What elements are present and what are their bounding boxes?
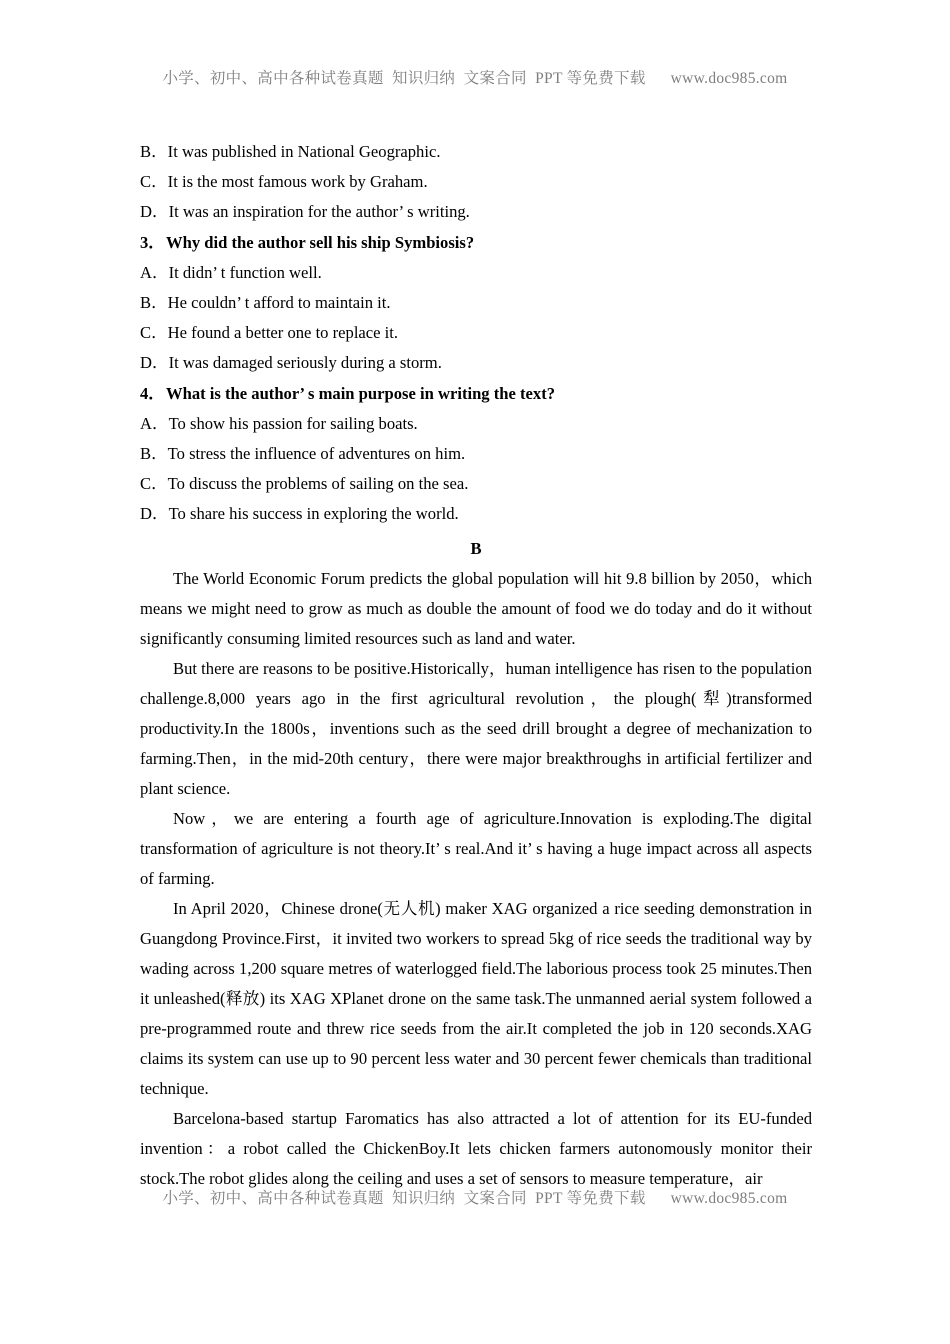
option-item <box>140 439 812 469</box>
option-item <box>140 409 812 439</box>
question-number: 3． <box>140 232 165 252</box>
option-item <box>140 348 812 378</box>
option-text: He found a better one to replace it. <box>167 323 399 343</box>
option-item <box>140 258 812 288</box>
option-text: It is the most famous work by Graham. <box>167 172 428 192</box>
option-text: To discuss the problems of sailing on the sea. <box>167 474 469 494</box>
option-text: It was an inspiration for the author’ s writing. <box>168 202 470 222</box>
option-label: B． <box>140 444 168 464</box>
question-4 <box>140 379 812 409</box>
option-label: C． <box>140 172 168 192</box>
option-label: D． <box>140 353 169 373</box>
option-text: To stress the influence of adventures on him. <box>167 444 466 464</box>
option-label: C． <box>140 474 168 494</box>
passage-paragraph: In April 2020，Chinese drone(无人机) maker XAG organized a rice seeding demonstration in Guangdong Province.First，it invited two workers to spread 5kg of rice seeds the traditional way by wading across 1,200 square metres of waterlogged field.The laborious process took 25 minutes.Then it unleashed(释放) its XAG XPlanet drone on the same task.The unmanned aerial system followed a pre-programmed route and threw rice seeds from the air.It completed the job in 120 seconds.XAG claims its system can use up to 90 percent less water and 30 percent fewer chemicals than traditional technique. <box>140 898 812 1098</box>
option-label: B． <box>140 142 168 161</box>
option-item <box>140 499 812 529</box>
document-content <box>140 137 812 1194</box>
option-label: B． <box>140 293 168 313</box>
option-text: It was published in National Geographic. <box>167 142 441 161</box>
option-label: D． <box>140 504 169 524</box>
option-label: C． <box>140 323 168 343</box>
option-label: D． <box>140 202 169 222</box>
question-number: 4． <box>140 383 165 403</box>
option-text: To show his passion for sailing boats. <box>168 413 418 433</box>
question-text: Why did the author sell his ship Symbiosis? <box>166 232 475 252</box>
option-item <box>140 318 812 348</box>
option-item <box>140 167 812 197</box>
option-item <box>140 197 812 227</box>
option-item <box>140 469 812 499</box>
passage-paragraph: But there are reasons to be positive.Historically，human intelligence has risen to the population challenge.8,000 years ago in the first agricultural revolution，the plough(犁)transformed productivity.In the 1800s，inventions such as the seed drill brought a degree of mechanization to farming.Then，in the mid-20th century，there were major breakthroughs in artificial fertilizer and plant science. <box>140 658 812 798</box>
option-text: It didn’ t function well. <box>168 262 322 282</box>
passage-paragraph: Now，we are entering a fourth age of agriculture.Innovation is exploding.The digital transformation of agriculture is not theory.It’ s real.And it’ s having a huge impact across all aspects of farming. <box>140 808 812 888</box>
option-item <box>140 288 812 318</box>
option-label: A． <box>140 262 169 282</box>
option-text: To share his success in exploring the world. <box>168 504 459 524</box>
watermark-header: 小学、初中、高中各种试卷真题 知识归纳 文案合同 PPT 等免费下载 www.doc985.com <box>162 70 788 87</box>
section-letter-b: B <box>470 538 482 558</box>
watermark-footer: 小学、初中、高中各种试卷真题 知识归纳 文案合同 PPT 等免费下载 www.doc985.com <box>162 1190 788 1207</box>
passage-paragraph: The World Economic Forum predicts the global population will hit 9.8 billion by 2050，which means we might need to grow as much as double the amount of food we do today and do it without significantly consuming limited resources such as land and water. <box>140 568 812 648</box>
option-text: It was damaged seriously during a storm. <box>168 353 442 373</box>
question-text: What is the author’ s main purpose in writing the text? <box>166 383 556 403</box>
passage-paragraph: Barcelona-based startup Faromatics has also attracted a lot of attention for its EU-funded invention：a robot called the ChickenBoy.It lets chicken farmers autonomously monitor their stock.The robot glides along the ceiling and uses a set of sensors to measure temperature，air <box>140 1108 812 1188</box>
question-3 <box>140 228 812 258</box>
option-label: A． <box>140 413 169 433</box>
option-item <box>140 137 812 167</box>
option-text: He couldn’ t afford to maintain it. <box>167 293 391 313</box>
